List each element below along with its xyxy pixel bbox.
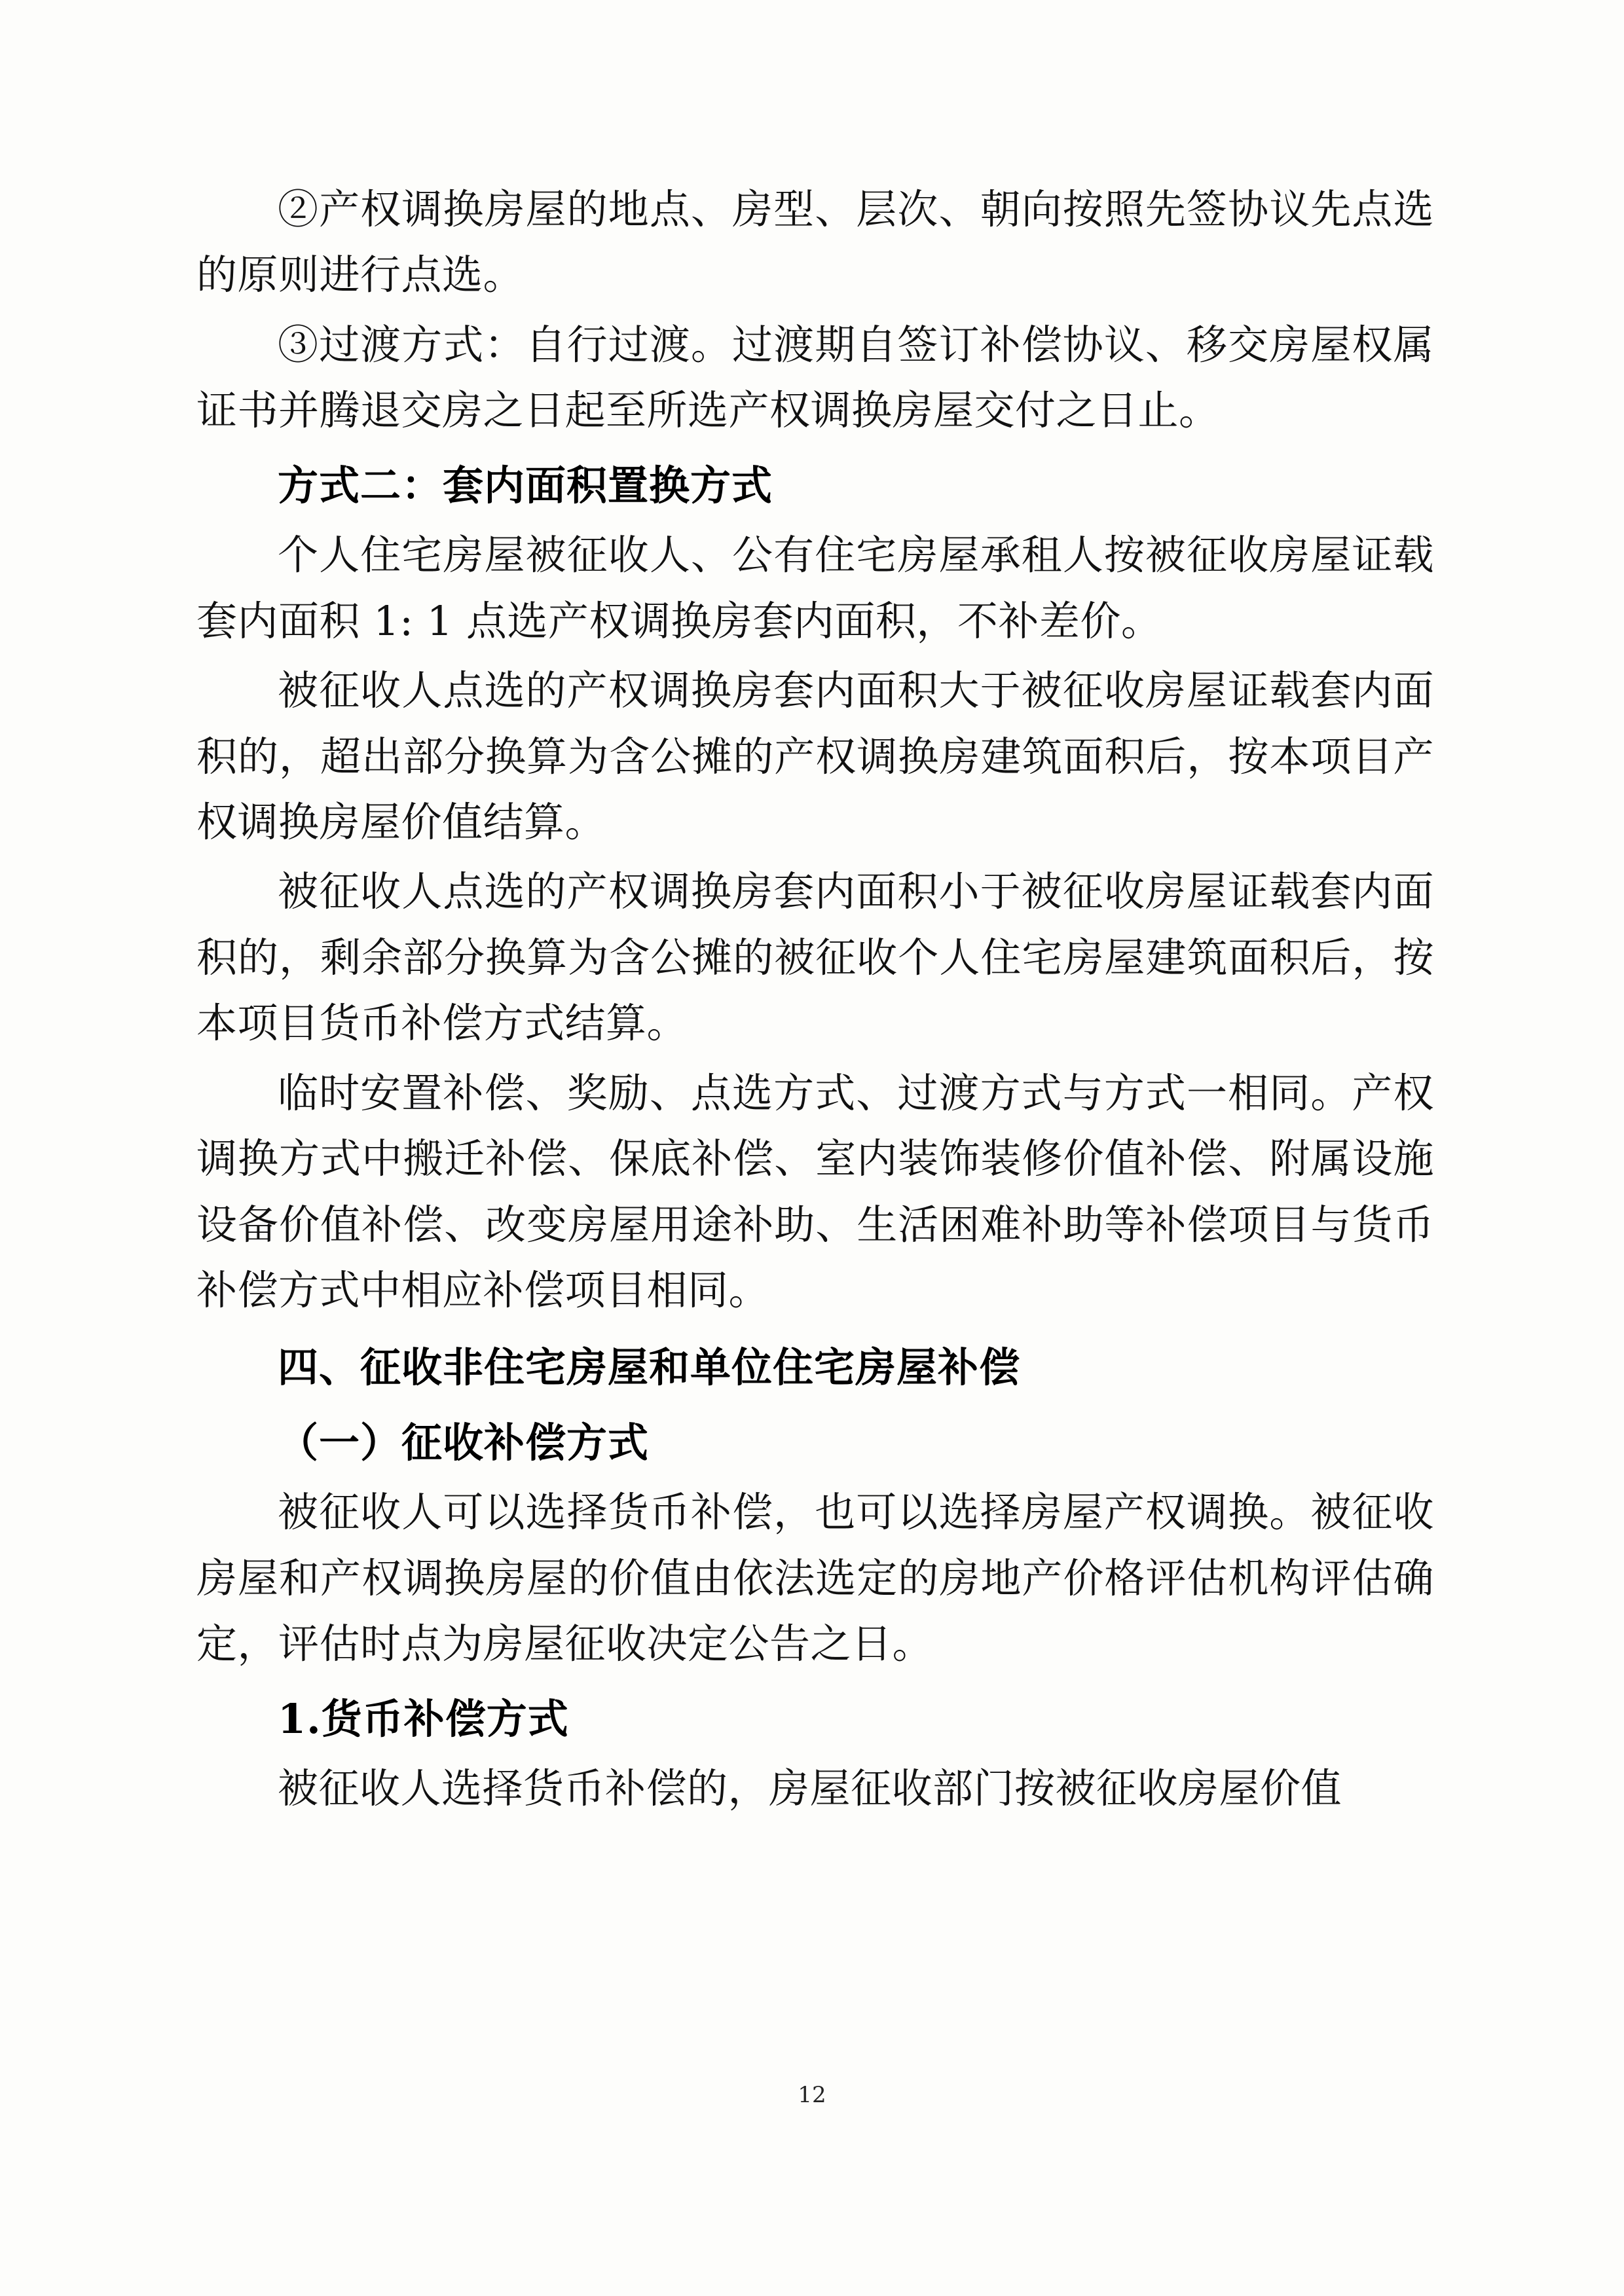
paragraph-item-1: ②产权调换房屋的地点、房型、层次、朝向按照先签协议先点选的原则进行点选。 (196, 185, 1434, 299)
section-heading-method-two: 方式二：套内面积置换方式 (278, 461, 773, 509)
subsection-heading-monetary-compensation: 1.货币补偿方式 (278, 1694, 569, 1743)
paragraph-item-8: 被征收人选择货币补偿的，房屋征收部门按被征收房屋价值 (278, 1764, 1342, 1813)
paragraph-item-2: ③过渡方式：自行过渡。过渡期自签订补偿协议、移交房屋权属证书并腾退交房之日起至所选产权调换房屋交付之日止。 (196, 320, 1434, 435)
paragraph-item-4: 被征收人点选的产权调换房套内面积大于被征收房屋证载套内面积的，超出部分换算为含公摊的产权调换房建筑面积后，按本项目产权调换房屋价值结算。 (196, 666, 1434, 846)
subsection-heading-compensation-method: （一）征收补偿方式 (278, 1418, 650, 1467)
paragraph-item-5: 被征收人点选的产权调换房套内面积小于被征收房屋证载套内面积的，剩余部分换算为含公摊的被征收个人住宅房屋建筑面积后，按本项目货币补偿方式结算。 (196, 867, 1434, 1048)
paragraph-item-6: 临时安置补偿、奖励、点选方式、过渡方式与方式一相同。产权调换方式中搬迁补偿、保底补偿、室内装饰装修价值补偿、附属设施设备价值补偿、改变房屋用途补助、生活困难补助等补偿项目与货币补偿方式中相应补偿项目相同。 (196, 1068, 1434, 1314)
page-number: 12 (798, 2082, 826, 2108)
page-body (196, 177, 1434, 1826)
paragraph-item-7: 被征收人可以选择货币补偿，也可以选择房屋产权调换。被征收房屋和产权调换房屋的价值由依法选定的房地产价格评估机构评估确定，评估时点为房屋征收决定公告之日。 (196, 1488, 1434, 1668)
paragraph-item-3: 个人住宅房屋被征收人、公有住宅房屋承租人按被征收房屋证载套内面积 1: 1 点选产权调换房套内面积，不补差价。 (196, 531, 1434, 645)
section-heading-four: 四、征收非住宅房屋和单位住宅房屋补偿 (278, 1343, 1021, 1392)
